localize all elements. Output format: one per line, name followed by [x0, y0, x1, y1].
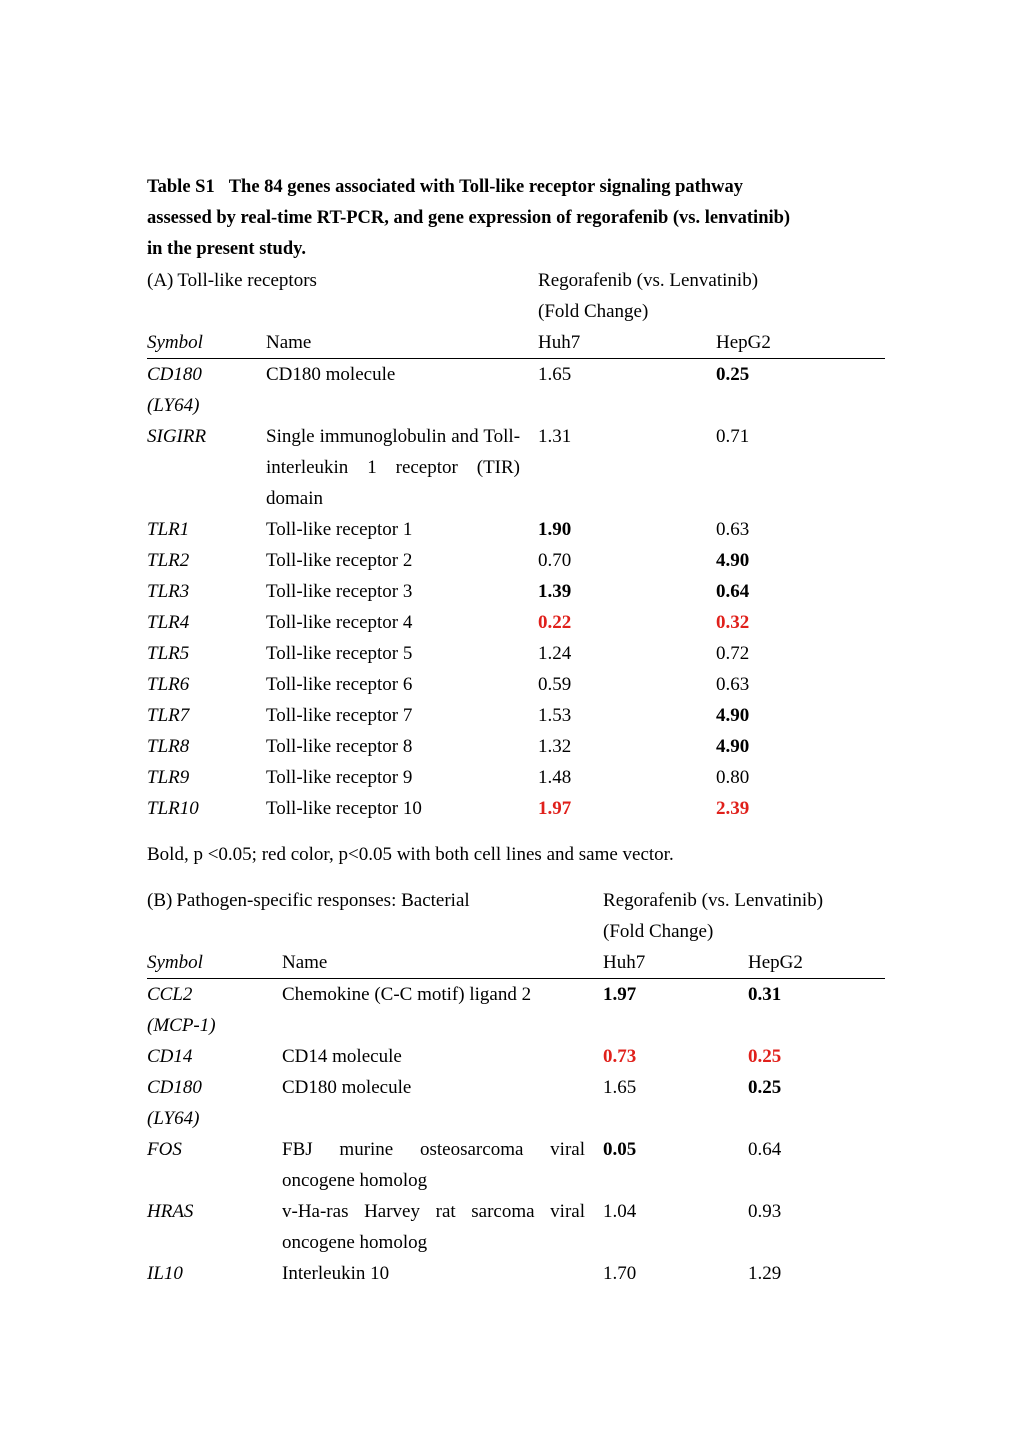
gene-symbol-text: CD180	[147, 364, 202, 385]
group-sub-b: (Fold Change)	[603, 921, 714, 942]
fold-change-hepg2: 0.71	[716, 426, 750, 447]
section-b-title-row	[147, 885, 885, 916]
gene-name: Toll-like receptor 5	[266, 643, 413, 664]
fold-change-hepg2: 0.72	[716, 643, 750, 664]
table-row	[147, 607, 885, 638]
gene-name: Toll-like receptor 8	[266, 736, 413, 757]
table-row	[147, 979, 885, 1042]
gene-symbol	[147, 669, 266, 700]
gene-symbol-text: SIGIRR	[147, 426, 207, 447]
gene-symbol-text: TLR7	[147, 705, 190, 726]
group-sub-row-b	[147, 916, 885, 947]
col-header-name: Name	[266, 327, 538, 359]
gene-symbol	[147, 514, 266, 545]
gene-name: Toll-like receptor 6	[266, 674, 413, 695]
gene-name: Toll-like receptor 2	[266, 550, 413, 571]
table-row	[147, 514, 885, 545]
gene-alias-text: (LY64)	[147, 1108, 200, 1129]
caption-label: Table S1	[147, 177, 215, 197]
gene-symbol-text: TLR2	[147, 550, 190, 571]
col-header-huh7: Huh7	[538, 327, 716, 359]
fold-change-huh7: 1.70	[603, 1263, 637, 1284]
table-row	[147, 545, 885, 576]
group-header-b: Regorafenib (vs. Lenvatinib)	[603, 890, 824, 911]
fold-change-hepg2: 1.29	[748, 1263, 782, 1284]
fold-change-huh7: 1.48	[538, 767, 572, 788]
column-header-row-b	[147, 947, 885, 979]
fold-change-huh7: 1.39	[538, 581, 572, 602]
caption-text-1: The 84 genes associated with Toll-like receptor signaling pathway	[228, 177, 743, 197]
table-row	[147, 1072, 885, 1134]
table-row	[147, 762, 885, 793]
fold-change-huh7: 1.04	[603, 1201, 637, 1222]
gene-symbol	[147, 421, 266, 514]
document-page	[147, 172, 885, 1289]
gene-symbol	[147, 545, 266, 576]
column-header-row-a	[147, 327, 885, 359]
gene-symbol	[147, 607, 266, 638]
table-row	[147, 1041, 885, 1072]
fold-change-huh7: 1.90	[538, 519, 572, 540]
gene-name: CD180 molecule	[282, 1077, 412, 1098]
gene-symbol-text: TLR6	[147, 674, 190, 695]
table-row	[147, 1134, 885, 1196]
fold-change-hepg2: 4.90	[716, 736, 750, 757]
table-row	[147, 731, 885, 762]
table-a	[147, 265, 885, 824]
fold-change-huh7: 1.65	[538, 364, 572, 385]
fold-change-hepg2: 0.31	[748, 984, 782, 1005]
gene-name: Interleukin 10	[282, 1263, 390, 1284]
fold-change-hepg2: 4.90	[716, 550, 750, 571]
fold-change-hepg2: 0.63	[716, 674, 750, 695]
caption-line-2: assessed by real-time RT-PCR, and gene expression of regorafenib (vs. lenvatinib)	[147, 208, 791, 228]
gene-name: CD14 molecule	[282, 1046, 402, 1067]
fold-change-huh7: 1.65	[603, 1077, 637, 1098]
col-header-name: Name	[282, 947, 603, 979]
table-caption	[147, 172, 885, 265]
fold-change-hepg2: 0.64	[716, 581, 750, 602]
fold-change-huh7: 0.05	[603, 1139, 637, 1160]
gene-symbol-text: TLR8	[147, 736, 190, 757]
gene-name: Toll-like receptor 4	[266, 612, 413, 633]
section-a-title-row	[147, 265, 885, 296]
fold-change-hepg2: 2.39	[716, 798, 750, 819]
fold-change-hepg2: 0.63	[716, 519, 750, 540]
gene-symbol	[147, 762, 266, 793]
fold-change-hepg2: 0.64	[748, 1139, 782, 1160]
fold-change-hepg2: 0.25	[748, 1046, 782, 1067]
gene-symbol-text: FOS	[147, 1139, 182, 1160]
table-row	[147, 576, 885, 607]
gene-symbol	[147, 359, 266, 422]
gene-symbol	[147, 700, 266, 731]
significance-note: Bold, p <0.05; red color, p<0.05 with both cell lines and same vector.	[147, 844, 674, 865]
fold-change-huh7: 1.24	[538, 643, 572, 664]
gene-symbol	[147, 1072, 282, 1134]
fold-change-hepg2: 0.93	[748, 1201, 782, 1222]
col-header-hepg2: HepG2	[716, 327, 885, 359]
table-row	[147, 1196, 885, 1258]
gene-symbol	[147, 638, 266, 669]
fold-change-huh7: 1.31	[538, 426, 572, 447]
col-header-huh7: Huh7	[603, 947, 748, 979]
gene-symbol-text: HRAS	[147, 1201, 194, 1222]
col-header-hepg2: HepG2	[748, 947, 885, 979]
table-row	[147, 638, 885, 669]
gene-symbol	[147, 1041, 282, 1072]
section-b-title: (B) Pathogen-specific responses: Bacterial	[147, 890, 470, 911]
gene-name: CD180 molecule	[266, 364, 396, 385]
gene-alias-text: (LY64)	[147, 395, 200, 416]
fold-change-hepg2: 4.90	[716, 705, 750, 726]
fold-change-huh7: 0.59	[538, 674, 572, 695]
caption-line-1	[147, 172, 885, 203]
gene-symbol-text: CD14	[147, 1046, 193, 1067]
gene-symbol-text: TLR1	[147, 519, 190, 540]
gene-alias-text: (MCP-1)	[147, 1015, 216, 1036]
table-row	[147, 793, 885, 824]
group-sub-a: (Fold Change)	[538, 301, 649, 322]
gene-symbol	[147, 793, 266, 824]
table-row	[147, 700, 885, 731]
fold-change-huh7: 1.97	[538, 798, 572, 819]
fold-change-hepg2: 0.80	[716, 767, 750, 788]
gene-symbol-text: CCL2	[147, 984, 193, 1005]
fold-change-hepg2: 0.25	[748, 1077, 782, 1098]
gene-symbol	[147, 1258, 282, 1289]
table-row	[147, 669, 885, 700]
table-row	[147, 359, 885, 422]
gene-symbol	[147, 979, 282, 1042]
group-header-a: Regorafenib (vs. Lenvatinib)	[538, 270, 759, 291]
gene-name: Toll-like receptor 1	[266, 519, 413, 540]
gene-symbol	[147, 731, 266, 762]
gene-name: Chemokine (C-C motif) ligand 2	[282, 984, 532, 1005]
fold-change-huh7: 0.73	[603, 1046, 637, 1067]
gene-name: v-Ha-ras Harvey rat sarcoma viral oncogene homolog	[282, 1201, 586, 1253]
gene-name: Single immunoglobulin and Toll-interleukin 1 receptor (TIR) domain	[266, 426, 521, 509]
gene-symbol-text: CD180	[147, 1077, 202, 1098]
fold-change-huh7: 1.53	[538, 705, 572, 726]
gene-name: Toll-like receptor 7	[266, 705, 413, 726]
col-header-symbol: Symbol	[147, 327, 266, 359]
gene-symbol-text: TLR5	[147, 643, 190, 664]
gene-symbol-text: TLR4	[147, 612, 190, 633]
group-sub-row-a	[147, 296, 885, 327]
fold-change-huh7: 0.22	[538, 612, 572, 633]
gene-symbol-text: IL10	[147, 1263, 183, 1284]
fold-change-hepg2: 0.25	[716, 364, 750, 385]
gene-name: Toll-like receptor 9	[266, 767, 413, 788]
fold-change-huh7: 1.97	[603, 984, 637, 1005]
fold-change-hepg2: 0.32	[716, 612, 750, 633]
table-row	[147, 421, 885, 514]
col-header-symbol: Symbol	[147, 947, 282, 979]
gene-symbol	[147, 576, 266, 607]
gene-name: Toll-like receptor 3	[266, 581, 413, 602]
gene-symbol-text: TLR9	[147, 767, 190, 788]
gene-symbol-text: TLR10	[147, 798, 199, 819]
fold-change-huh7: 1.32	[538, 736, 572, 757]
fold-change-huh7: 0.70	[538, 550, 572, 571]
table-row	[147, 1258, 885, 1289]
gene-symbol-text: TLR3	[147, 581, 190, 602]
section-a-title: (A) Toll-like receptors	[147, 270, 317, 291]
caption-line-3: in the present study.	[147, 239, 306, 259]
table-b	[147, 885, 885, 1289]
gene-name: Toll-like receptor 10	[266, 798, 422, 819]
gene-name: FBJ murine osteosarcoma viral oncogene homolog	[282, 1139, 586, 1191]
gene-symbol	[147, 1134, 282, 1196]
gene-symbol	[147, 1196, 282, 1258]
